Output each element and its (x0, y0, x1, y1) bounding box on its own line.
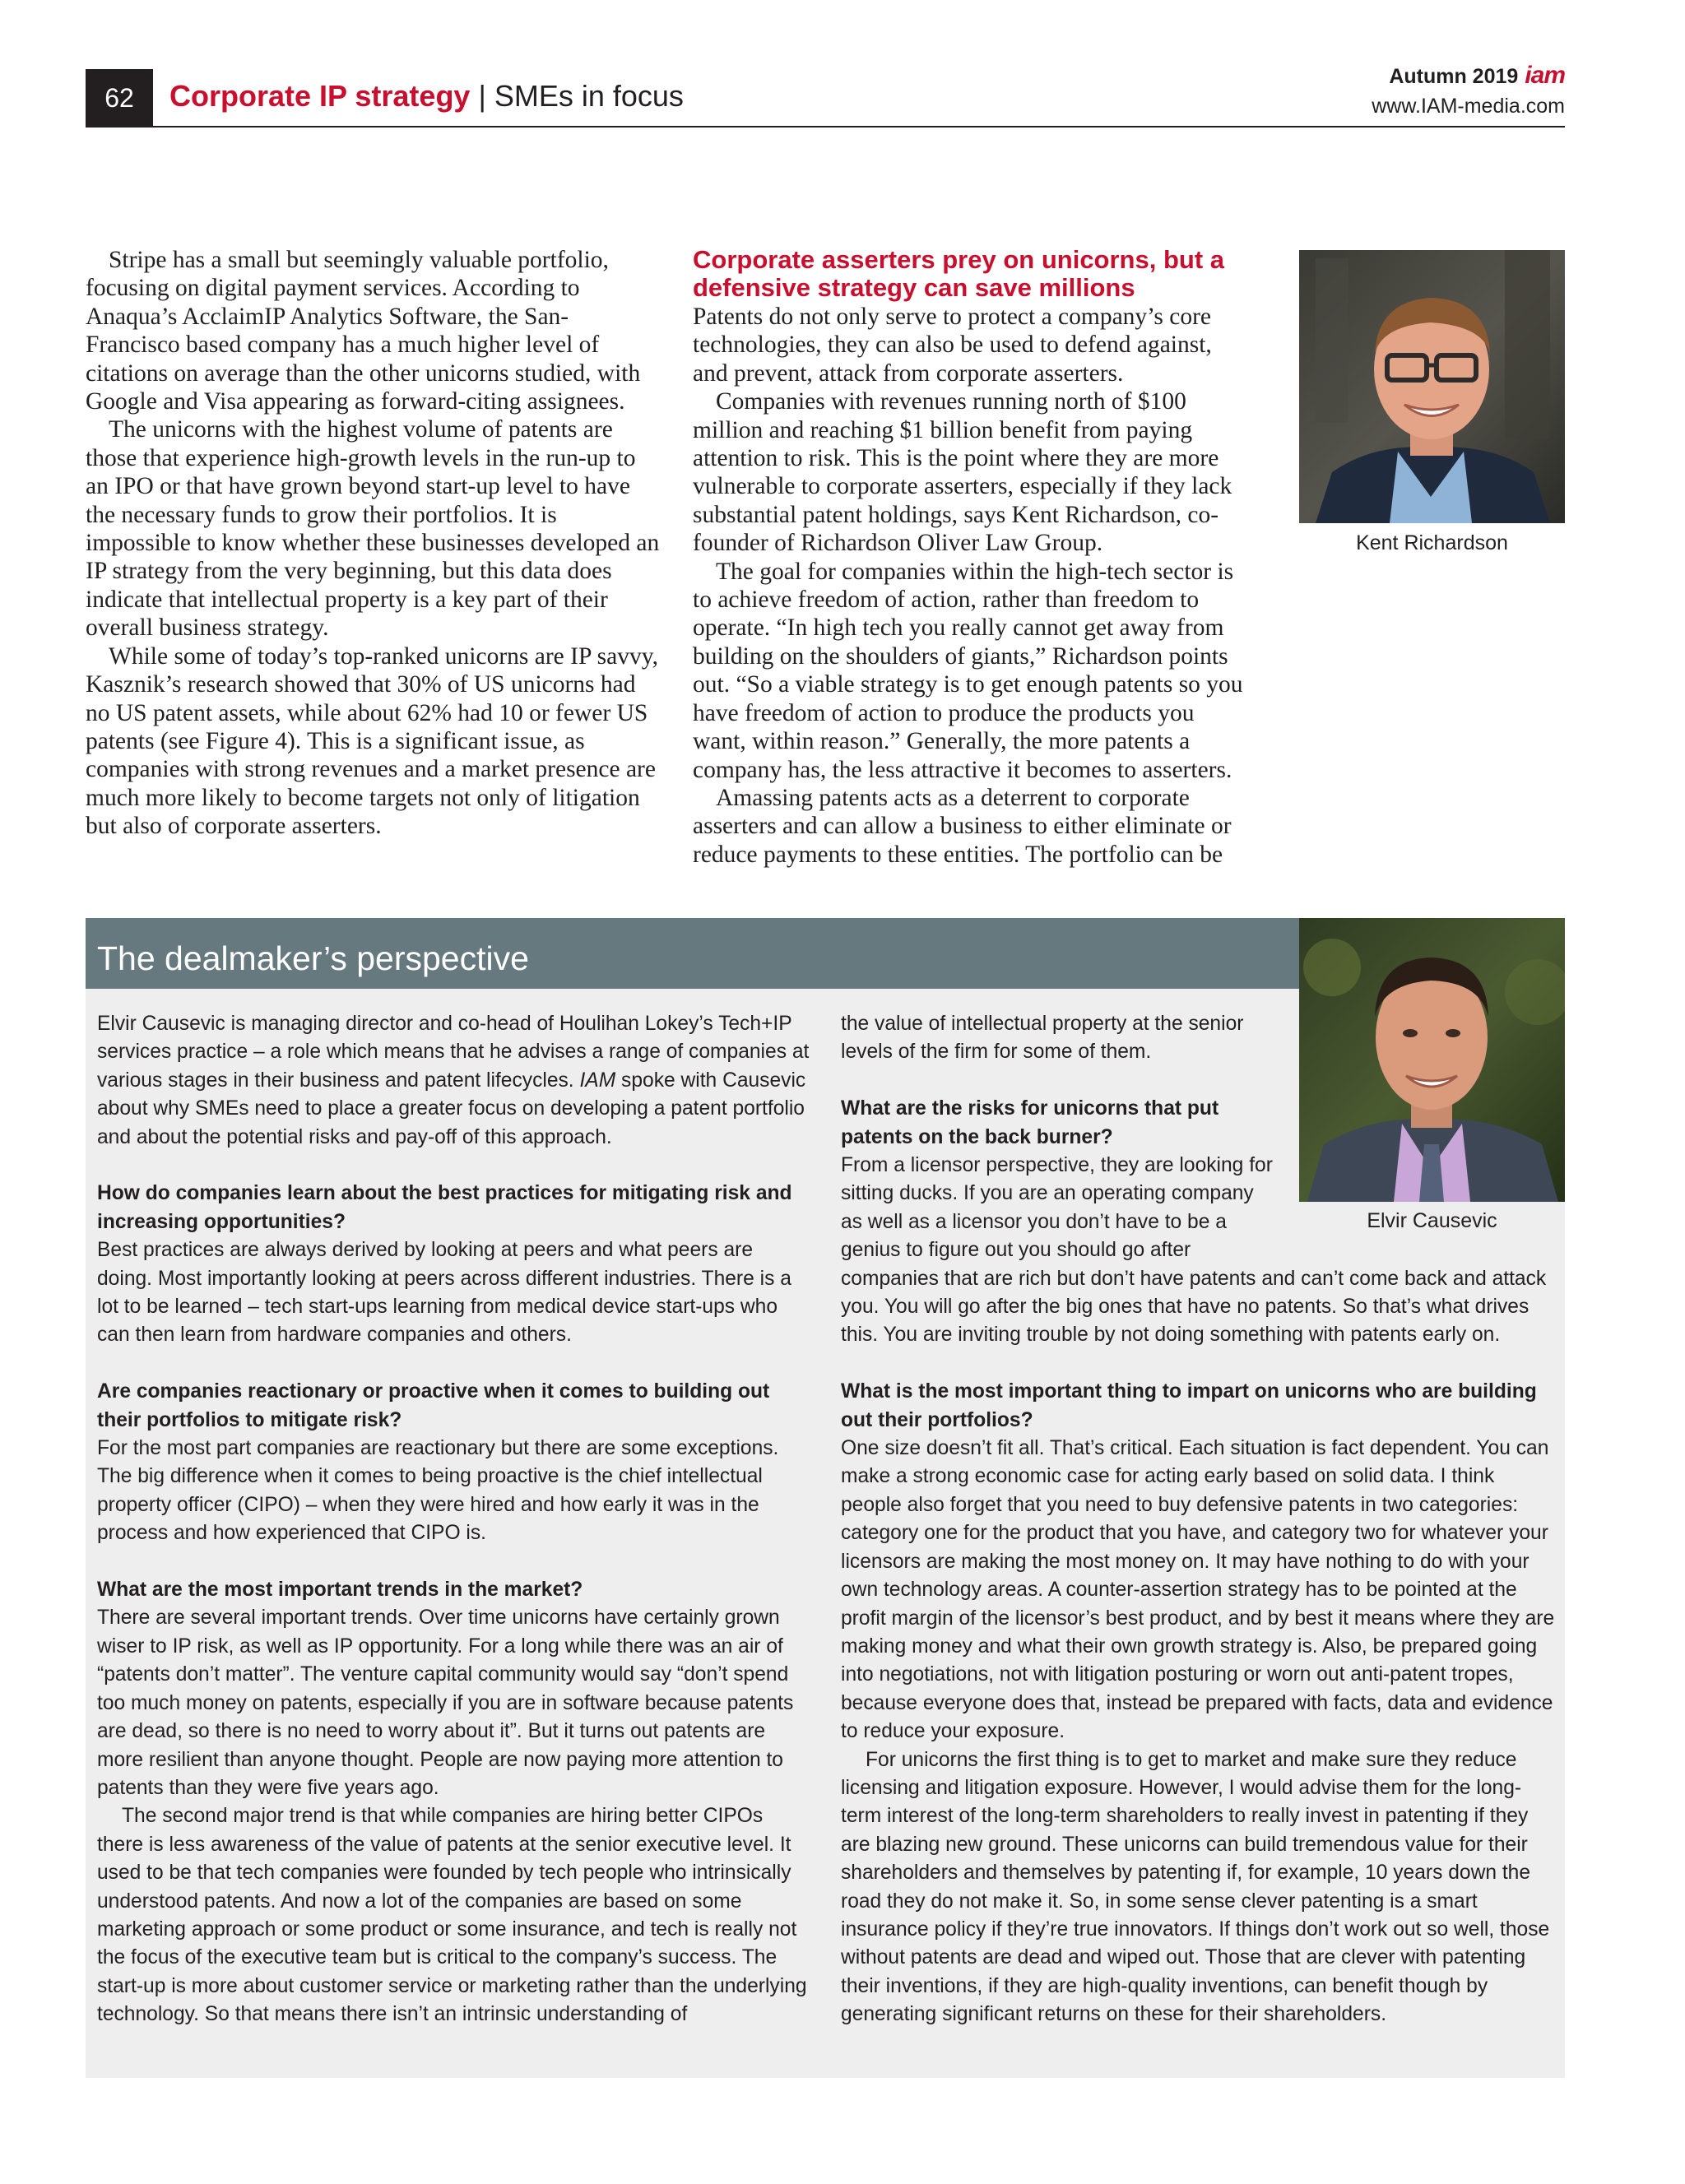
interview-answer: One size doesn’t fit all. That’s critical. Each situation is fact dependent. You can make a strong economic case for acting early based on solid data. I think people also forget that you need to buy defensive patents in two categories: category one for the product that you have, and category two for whatever your licensors are making the most money on. It may have nothing to do with your own technology areas. A counter-assertion strategy has to be pointed at the profit margin of the licensor’s best product, and by best it means where they are making money and what their own growth strategy is. Also, be prepared going into negotiations, not with litigation posturing or worn out anti-patent tropes, because everyone does that, instead be prepared with facts, data and evidence to reduce your exposure. (841, 1437, 1555, 1743)
paragraph: Stripe has a small but seemingly valuable portfolio, focusing on digital payment services. According to Anaqua’s AcclaimIP Analytics Software, the San-Francisco based company has a much higher level of citations on average than the other unicorns studied, with Google and Visa appearing as forward-citing assignees. (86, 247, 641, 415)
paragraph: The goal for companies within the high-tech sector is to achieve freedom of action, rather than freedom to operate. “In high tech you really cannot get away from building on the shoulders of giants,” Richardson points out. “So a viable strategy is to get enough patents so you have freedom of action to produce the products you want, within reason.” Generally, the more patents a company has, the less attractive it becomes to asserters. (693, 558, 1243, 783)
section-title: Corporate IP strategy (169, 79, 471, 113)
subsection-title: SMEs in focus (494, 79, 684, 113)
interview-question: What are the most important trends in the market? (97, 1579, 583, 1602)
spacer (841, 1350, 1557, 1378)
iam-logo: iam (1525, 62, 1565, 89)
paragraph: Patents do not only serve to protect a company’s core technologies, they can also be used to defend against, and prevent, attack from corporate asserters. (693, 304, 1212, 387)
spacer (841, 1067, 1557, 1095)
header-rule (86, 126, 1565, 128)
box-column-right (841, 1010, 1557, 2029)
spacer (97, 1548, 813, 1576)
intro-text: Elvir Causevic is managing director and co-head of Houlihan Lokey’s Tech+IP services practice – a role which means that he advises a range of companies at various stages in their business and patent lifecycles. (97, 1013, 810, 1092)
website-link[interactable]: www.IAM-media.com (1372, 95, 1565, 118)
paragraph: Amassing patents acts as a deterrent to corporate asserters and can allow a business to either eliminate or reduce payments to these entities. The portfolio can be (693, 784, 1232, 868)
interview-answer: Best practices are always derived by looking at peers and what peers are doing. Most importantly looking at peers across different industries. There is a lot to be learned – tech start-ups learning from medical device start-ups who can then learn from hardware companies and others. (97, 1239, 791, 1347)
interview-answer: the value of intellectual property at the senior levels of the firm for some of them. (841, 1013, 1244, 1064)
box-column-left (97, 1010, 813, 2029)
interview-answer: companies that are rich but don’t have patents and can’t come back and attack you. You will go after the big ones that have no patents. So that’s what drives this. You are inviting trouble by not doing something with patents early on. (841, 1267, 1547, 1347)
paragraph: The unicorns with the highest volume of patents are those that experience high-growth levels in the run-up to an IPO or that have grown beyond start-up level to have the necessary funds to grow their portfolios. It is impossible to know whether these businesses developed an IP strategy from the very beginning, but this data does indicate that intellectual property is a key part of their overall business strategy. (86, 416, 660, 642)
issue-info (1372, 61, 1565, 121)
article-column-left (86, 246, 660, 841)
photo-caption: Elvir Causevic (1367, 1209, 1497, 1232)
section-header (169, 79, 684, 114)
interview-answer: There are several important trends. Over time unicorns have certainly grown wiser to IP risk, as well as IP opportunity. For a long while there was an air of “patents don’t matter”. The venture capital community would say “don’t spend too much money on patents, especially if you are in software because patents are dead, so there is no need to worry about it”. But it turns out patents are more resilient than anyone thought. People are now paying more attention to patents than they were five years ago. (97, 1607, 794, 1799)
interview-question: What are the risks for unicorns that put patents on the back burner? (841, 1097, 1219, 1148)
photo-caption: Kent Richardson (1356, 531, 1508, 554)
intro-text: spoke with Causevic about why SMEs need to place a greater focus on developing a patent portfolio and about the potential risks and pay-off of this approach. (97, 1069, 806, 1148)
kent-richardson-photo (1299, 250, 1565, 523)
page-number: 62 (86, 69, 153, 127)
paragraph: While some of today’s top-ranked unicorns are IP savvy, Kasznik’s research showed that 30% of US unicorns had no US patent assets, while about 62% had 10 or fewer US patents (see Figure 4). This is a significant issue, as companies with strong revenues and a market presence are much more likely to become targets not only of litigation but also of corporate asserters. (86, 642, 658, 840)
spacer (97, 1152, 813, 1180)
spacer (97, 1350, 813, 1378)
issue-date: Autumn 2019 (1389, 65, 1519, 88)
box-intro (97, 1010, 813, 1152)
interview-answer: The second major trend is that while companies are hiring better CIPOs there is less awareness of the value of patents at the senior executive level. It used to be that tech companies were founded by tech people who intrinsically understood patents. And now a lot of the companies are based on some marketing approach or some product or some insurance, and tech is really not the focus of the executive team but is critical to the company’s success. The start-up is more about customer service or marketing rather than the underlying technology. So that means there isn’t an intrinsic understanding of (97, 1805, 807, 2026)
article-subheading: Corporate asserters prey on unicorns, but a defensive strategy can save millions (693, 245, 1225, 302)
interview-question: How do companies learn about the best practices for mitigating risk and increasing opportunities? (97, 1182, 792, 1233)
header-separator: | (470, 79, 494, 113)
interview-answer: From a licensor perspective, they are looking for sitting ducks. If you are an operating company as well as a licensor you don’t have to be a genius to figure out you should go after (841, 1154, 1273, 1262)
paragraph: Companies with revenues running north of $100 million and reaching $1 billion benefit from paying attention to risk. This is the point where they are more vulnerable to corporate asserters, especially if they lack substantial patent holdings, says Kent Richardson, co-founder of Richardson Oliver Law Group. (693, 388, 1232, 557)
interview-answer: For the most part companies are reactionary but there are some exceptions. The big difference when it comes to being proactive is the chief intellectual property officer (CIPO) – when they were hired and how early it was in the process and how experienced that CIPO is. (97, 1437, 779, 1545)
interview-answer: For unicorns the first thing is to get to market and make sure they reduce licensing and litigation exposure. However, I would advise them for the long-term interest of the long-term shareholders to really invest in patenting if they are blazing new ground. These unicorns can build tremendous value for their shareholders and themselves by patenting if, for example, 10 years down the road they do not make it. So, in some sense clever patenting is a smart insurance policy if they’re true innovators. If things don’t work out so well, those without patents are dead and wiped out. Those that are clever with patenting their inventions, if they are high-quality inventions, can benefit though by generating significant returns on these for their shareholders. (841, 1748, 1550, 2026)
interview-question: What is the most important thing to impart on unicorns who are building out their portfolios? (841, 1380, 1537, 1431)
article-column-right (693, 246, 1246, 869)
interview-question: Are companies reactionary or proactive when it comes to building out their portfolios to mitigate risk? (97, 1380, 770, 1431)
publication-name: IAM (579, 1069, 616, 1092)
box-title: The dealmaker’s perspective (97, 939, 529, 977)
